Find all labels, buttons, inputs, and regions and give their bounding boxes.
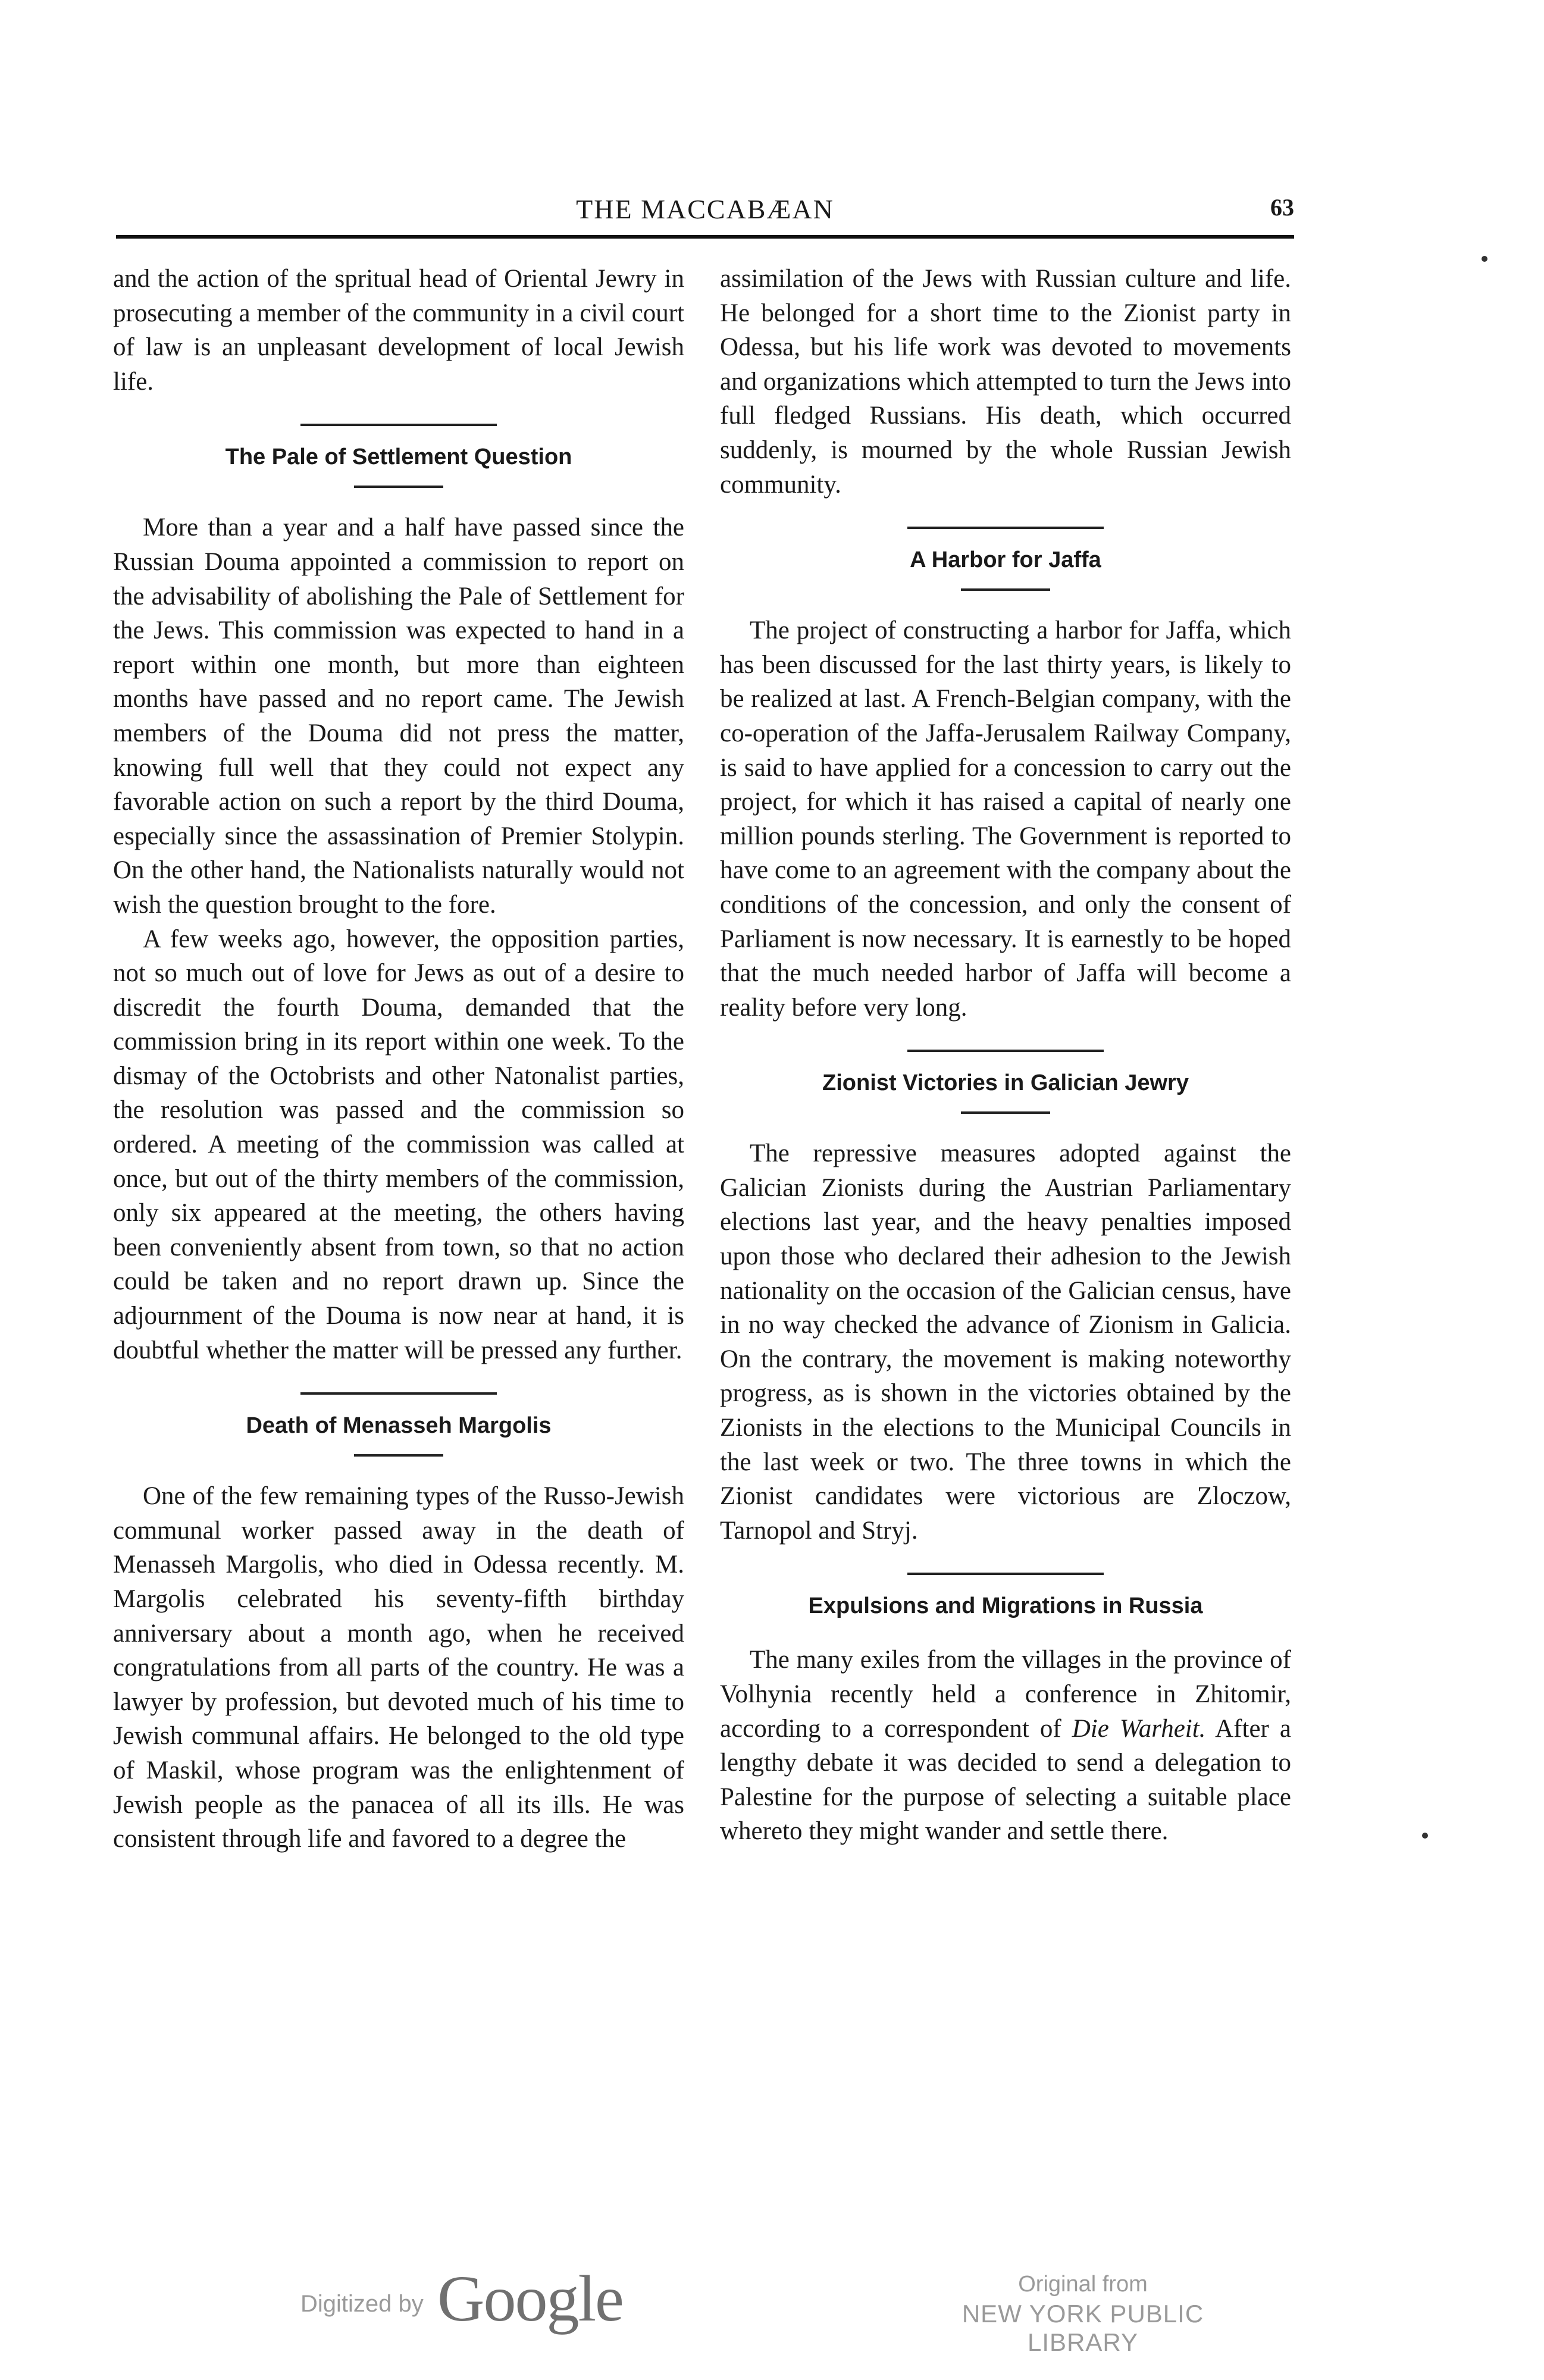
scan-speck — [1482, 256, 1487, 262]
left-column — [113, 262, 684, 1856]
divider — [961, 1111, 1050, 1114]
right-column — [720, 262, 1291, 1849]
divider — [907, 1050, 1104, 1052]
divider — [300, 1392, 497, 1395]
intro-paragraph: and the action of the spritual head of Oriental Jewry in prosecuting a member of the community in a civil court of law is an unpleasant development of local Jewish life. — [113, 265, 684, 396]
heading-zionist-victories: Zionist Victories in Galician Jewry — [822, 1070, 1189, 1096]
section-heading-block — [720, 1573, 1291, 1620]
divider — [354, 1454, 443, 1457]
heading-pale-of-settlement: The Pale of Settlement Question — [225, 444, 572, 470]
paragraph-text: After a lengthy debate it was decided to send a delegation to Palestine for the purpose of selecting a suitable place whereto they might wander and settle there. — [720, 1714, 1291, 1846]
section-heading-block — [113, 424, 684, 488]
paragraph: A few weeks ago, however, the opposition parties, not so much out of love for Jews as out of a desire to discredit the fourth Douma, demanded that the commission bring in its report within one week. To the dismay of the Octobrists and other Natonalist parties, the resolution was passed and the commission so ordered. A meeting of the commission was called at once, but out of the thirty members of the commission, only six appeared at the meeting, the others having been conveniently absent from town, so that no action could be taken and no report drawn up. Since the adjournment of the Douma is now near at hand, it is doubtful whether the matter will be pressed any further. — [113, 925, 684, 1364]
scan-footer — [0, 2261, 1544, 2356]
running-header — [116, 193, 1294, 235]
library-attribution — [904, 2272, 1261, 2357]
divider — [907, 527, 1104, 529]
google-logo: Google — [437, 2262, 623, 2335]
section-heading-block — [720, 527, 1291, 591]
divider — [961, 588, 1050, 591]
paragraph-text: The many exiles from the villages in the province of Volhynia recently held a conference in Zhitomir, according to a correspondent of — [720, 1646, 1291, 1743]
heading-harbor-jaffa: A Harbor for Jaffa — [910, 547, 1101, 573]
continued-paragraph: assimilation of the Jews with Russian culture and life. He belonged for a short time to the Zionist party in Odessa, but his life work was devoted to movements and organizations which attempted to turn the Jews into full fledged Russians. His death, which occurred suddenly, is mourned by the whole Russian Jewish community. — [720, 265, 1291, 499]
divider — [354, 486, 443, 488]
page-number: 63 — [1270, 194, 1294, 221]
divider — [907, 1573, 1104, 1575]
scan-speck — [1422, 1833, 1428, 1839]
original-from-label: Original from — [1018, 2272, 1148, 2297]
header-rule — [116, 235, 1294, 239]
journal-title: THE MACCABÆAN — [576, 194, 834, 224]
digitized-by-label: Digitized by — [300, 2291, 424, 2317]
divider — [300, 424, 497, 426]
paragraph: The repressive measures adopted against the Galician Zionists during the Austrian Parliamentary elections last year, and the heavy penalties imposed upon those who declared their adhesion to the Jewish nationality on the occasion of the Galician census, have in no way checked the advance of Zionism in Galicia. On the contrary, the movement is making noteworthy progress, as is shown in the victories obtained by the Zionists in the elections to the Municipal Councils in the last week or two. The three towns in which the Zionist candidates were victorious are Zloczow, Tarnopol and Stryj. — [720, 1139, 1291, 1545]
paragraph: The project of constructing a harbor for Jaffa, which has been discussed for the last thirty years, is likely to be realized at last. A French-Belgian company, with the co-operation of the Jaffa-Jerusalem Railway Company, is said to have applied for a concession to carry out the project, for which it has raised a capital of nearly one million pounds sterling. The Government is reported to have come to an agreement with the company about the conditions of the concession, and only the consent of Parliament is now necessary. It is earnestly to be hoped that the much needed harbor of Jaffa will become a reality before very long. — [720, 616, 1291, 1022]
paragraph — [720, 1643, 1291, 1849]
library-name: NEW YORK PUBLIC LIBRARY — [962, 2300, 1204, 2356]
section-heading-block — [720, 1050, 1291, 1114]
section-heading-block — [113, 1392, 684, 1457]
paragraph: One of the few remaining types of the Russo-Jewish communal worker passed away in the death of Menasseh Margolis, who died in Odessa recently. M. Margolis celebrated his seventy-fifth birthday anniversary about a month ago, when he received congratulations from all parts of the country. He was a lawyer by profession, but devoted much of his time to Jewish communal affairs. He belonged to the old type of Maskil, whose program was the enlightenment of Jewish people as the panacea of all its ills. He was consistent through life and favored to a degree the — [113, 1482, 684, 1853]
newspaper-title: Die Warheit. — [1072, 1714, 1206, 1743]
paragraph: More than a year and a half have passed since the Russian Douma appointed a commission to report on the advisability of abolishing the Pale of Settlement for the Jews. This commission was expected to hand in a report within one month, but more than eighteen months have passed and no report came. The Jewish members of the Douma did not press the matter, knowing full well that they could not expect any favorable action on such a report by the third Douma, especially since the assassination of Premier Stolypin. On the other hand, the Nationalists naturally would not wish the question brought to the fore. — [113, 513, 684, 919]
heading-death-margolis: Death of Menasseh Margolis — [246, 1413, 552, 1439]
heading-expulsions-migrations: Expulsions and Migrations in Russia — [808, 1593, 1203, 1619]
